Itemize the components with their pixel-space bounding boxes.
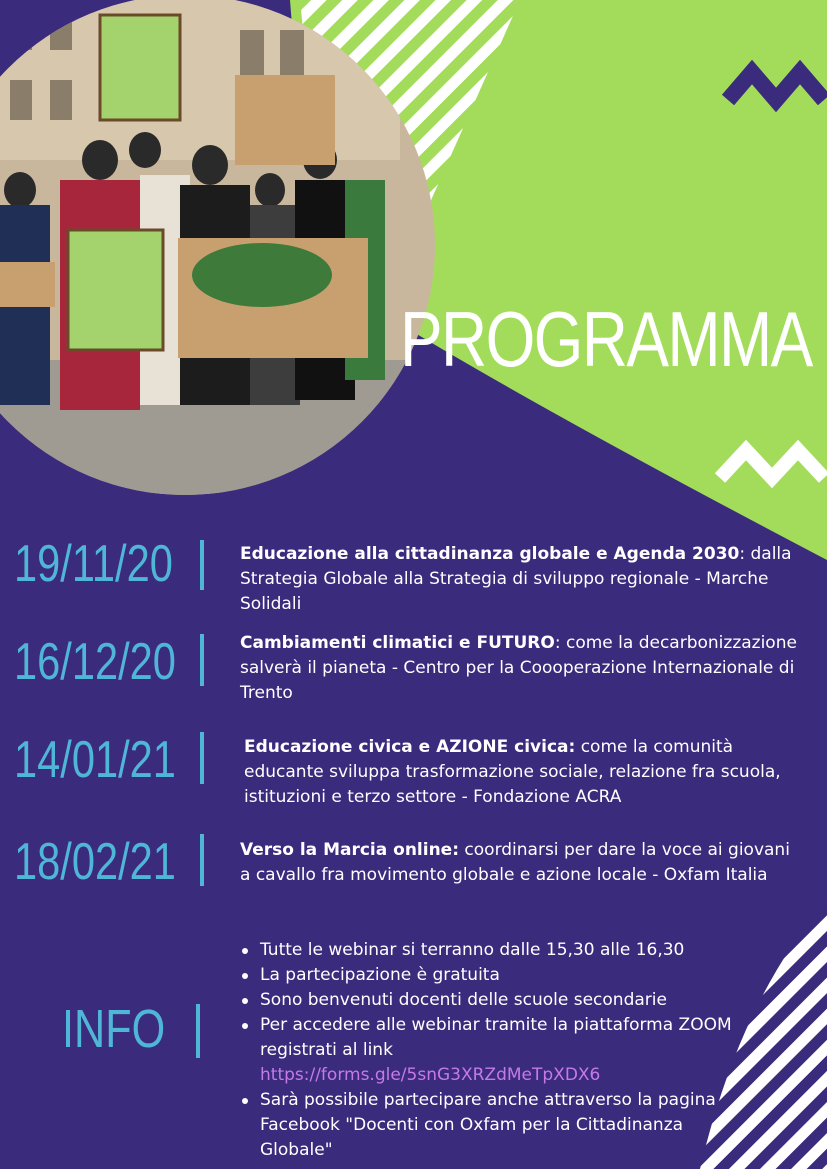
event-description [240,542,800,617]
event-detail: : dalla Strategia Globale alla Strategia di sviluppo regionale - Marche Solidali [240,544,792,614]
separator-bar [200,834,204,886]
separator-bar [196,1004,200,1058]
info-label: INFO [62,999,166,1059]
list-item: Tutte le webinar si terranno dalle 15,30 alle 16,30 [240,938,760,963]
event-title: Educazione civica e AZIONE civica: [244,737,576,757]
event-detail: coordinarsi per dare la voce ai giovani a cavallo fra movimento globale e azione locale - Oxfam Italia [240,840,790,885]
list-item: Sarà possibile partecipare anche attraverso la pagina Facebook "Docenti con Oxfam per la Cittadinanza Globale" [240,1088,760,1163]
event-date: 16/12/20 [14,633,176,691]
event-title: Cambiamenti climatici e FUTURO [240,633,555,653]
event-description [240,838,800,888]
list-item-text: Per accedere alle webinar tramite la piattaforma ZOOM registrati al link [260,1015,732,1060]
info-list [240,938,760,1163]
separator-bar [200,540,204,590]
event-detail: : come la decarbonizzazione salverà il pianeta - Centro per la Coooperazione Internazionale di Trento [240,633,797,703]
separator-bar [200,634,204,686]
list-item [240,1013,760,1088]
event-date: 14/01/21 [14,731,176,789]
event-description [244,735,804,810]
event-date: 19/11/20 [14,535,173,593]
event-detail: come la comunità educante sviluppa trasformazione sociale, relazione fra scuola, istituzioni e terzo settore - Fondazione ACRA [244,737,781,807]
page-title: PROGRAMMA [400,295,812,383]
event-title: Educazione alla cittadinanza globale e Agenda 2030 [240,544,740,564]
list-item: La partecipazione è gratuita [240,963,760,988]
separator-bar [200,732,204,784]
registration-link[interactable]: https://forms.gle/5snG3XRZdMeTpXDX6 [260,1065,601,1085]
event-title: Verso la Marcia online: [240,840,460,860]
event-date: 18/02/21 [14,833,176,891]
event-description [240,631,800,706]
list-item: Sono benvenuti docenti delle scuole secondarie [240,988,760,1013]
